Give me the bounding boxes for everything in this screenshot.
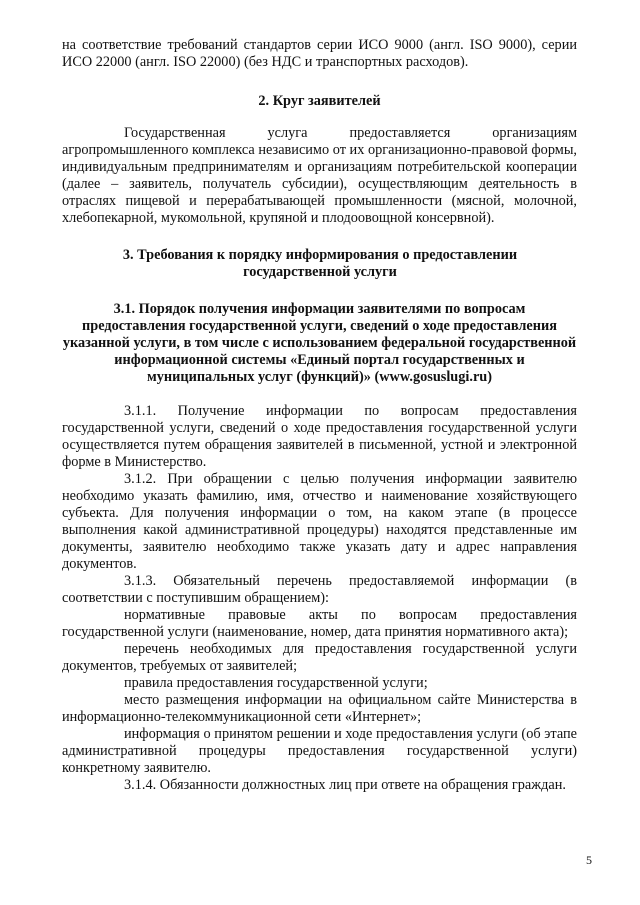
paragraph-3-1-3: 3.1.3. Обязательный перечень предоставляемой информации (в соответствии с поступившим обращением): bbox=[62, 573, 577, 606]
list-item: нормативные правовые акты по вопросам предоставления государственной услуги (наименование, номер, дата принятия нормативного акта); bbox=[62, 607, 577, 640]
list-item: место размещения информации на официальном сайте Министерства в информационно-телекоммуникационной сети «Интернет»; bbox=[62, 692, 577, 725]
page-number: 5 bbox=[586, 853, 592, 867]
continued-paragraph: на соответствие требований стандартов серии ИСО 9000 (англ. ISO 9000), серии ИСО 22000 (англ. ISO 22000) (без НДС и транспортных расходов). bbox=[62, 37, 577, 70]
section-3-1-heading: 3.1. Порядок получения информации заявителями по вопросам предоставления государственной услуги, сведений о ходе предоставления указанной услуги, в том числе с использованием федеральной государственной информационной системы «Единый портал государственных и муниципальных услуг (функций)» (www.gosuslugi.ru) bbox=[62, 301, 577, 385]
section-2-paragraph: Государственная услуга предоставляется организациям агропромышленного комплекса независимо от их организационно-правовой формы, индивидуальным предпринимателям и организациям потребительской кооперации (далее – заявитель, получатель субсидии), осуществляющим деятельность в отраслях пищевой и перерабатывающей промышленности (мясной, молочной, хлебопекарной, мукомольной, крупяной и плодоовощной консервной). bbox=[62, 125, 577, 226]
paragraph-3-1-4: 3.1.4. Обязанности должностных лиц при ответе на обращения граждан. bbox=[124, 777, 566, 793]
paragraph-3-1-1: 3.1.1. Получение информации по вопросам предоставления государственной услуги, сведений о ходе предоставления государственной услуги осуществляется путем обращения заявителей в письменной, устной и электронной форме в Министерство. bbox=[62, 403, 577, 470]
section-2-heading: 2. Круг заявителей bbox=[258, 93, 381, 109]
list-item: правила предоставления государственной услуги; bbox=[124, 675, 428, 691]
list-item: перечень необходимых для предоставления государственной услуги документов, требуемых от заявителей; bbox=[62, 641, 577, 674]
paragraph-3-1-2: 3.1.2. При обращении с целью получения информации заявителю необходимо указать фамилию, имя, отчество и наименование хозяйствующего субъекта. Для получения информации о том, на каком этапе (в процессе выполнения какой административной процедуры) находятся представленные им документы, заявителю необходимо также указать дату и адрес направления документов. bbox=[62, 471, 577, 572]
list-item: информация о принятом решении и ходе предоставления услуги (об этапе административной процедуры предоставления государственной услуги) конкретному заявителю. bbox=[62, 726, 577, 776]
section-3-heading: 3. Требования к порядку информирования о предоставлении государственной услуги bbox=[122, 247, 518, 280]
